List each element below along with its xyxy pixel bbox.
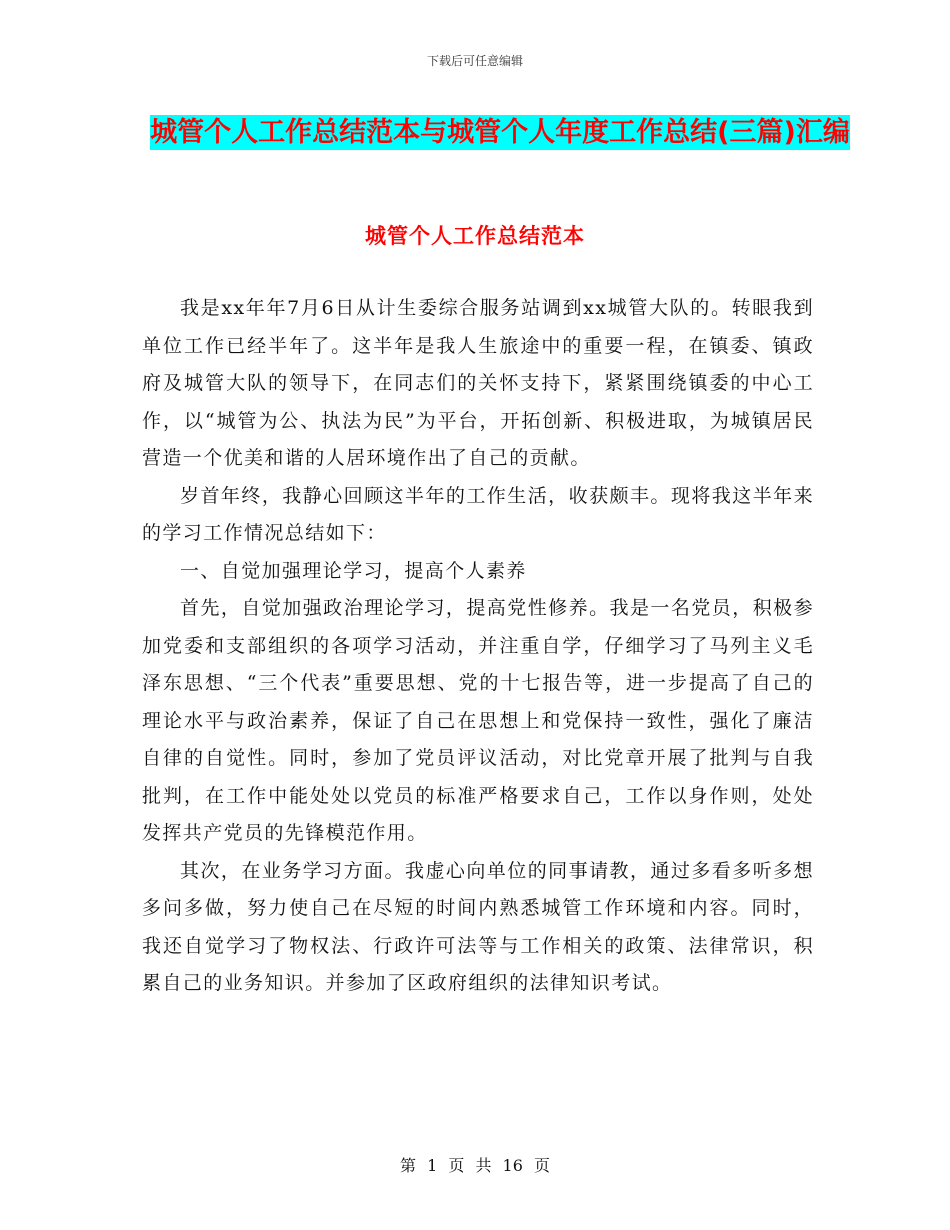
header-note: 下载后可任意编辑: [426, 54, 523, 68]
page-number-footer: 第 1 页 共 16 页: [400, 1156, 550, 1175]
paragraph: 我是xx年年7月6日从计生委综合服务站调到xx城管大队的。转眼我到单位工作已经半年了。这半年是我人生旅途中的重要一程，在镇委、镇政府及城管大队的领导下，在同志们的关怀支持下，紧紧围绕镇委的中心工作，以“城管为公、执法为民”为平台，开拓创新、积极进取，为城镇居民营造一个优美和谐的人居环境作出了自己的贡献。: [142, 297, 814, 469]
paragraph: 岁首年终，我静心回顾这半年的工作生活，收获颇丰。现将我这半年来的学习工作情况总结如下：: [142, 484, 814, 544]
document-title: [140, 108, 860, 158]
section-title: 城管个人工作总结范本: [365, 224, 585, 248]
paragraph: 其次，在业务学习方面。我虚心向单位的同事请教，通过多看多听多想多问多做，努力使自己在尽短的时间内熟悉城管工作环境和内容。同时，我还自觉学习了物权法、行政许可法等与工作相关的政策、法律常识，积累自己的业务知识。并参加了区政府组织的法律知识考试。: [142, 859, 814, 994]
document-title-text: 城管个人工作总结范本与城管个人年度工作总结(三篇)汇编: [150, 117, 850, 148]
document-body: [142, 290, 814, 1003]
paragraph-heading: 一、自觉加强理论学习，提高个人素养: [180, 559, 527, 582]
paragraph: 首先，自觉加强政治理论学习，提高党性修养。我是一名党员，积极参加党委和支部组织的各项学习活动，并注重自学，仔细学习了马列主义毛泽东思想、“三个代表”重要思想、党的十七报告等，进一步提高了自己的理论水平与政治素养，保证了自己在思想上和党保持一致性，强化了廉洁自律的自觉性。同时，参加了党员评议活动，对比党章开展了批判与自我批判，在工作中能处处以党员的标准严格要求自己，工作以身作则，处处发挥共产党员的先锋模范作用。: [142, 597, 814, 844]
